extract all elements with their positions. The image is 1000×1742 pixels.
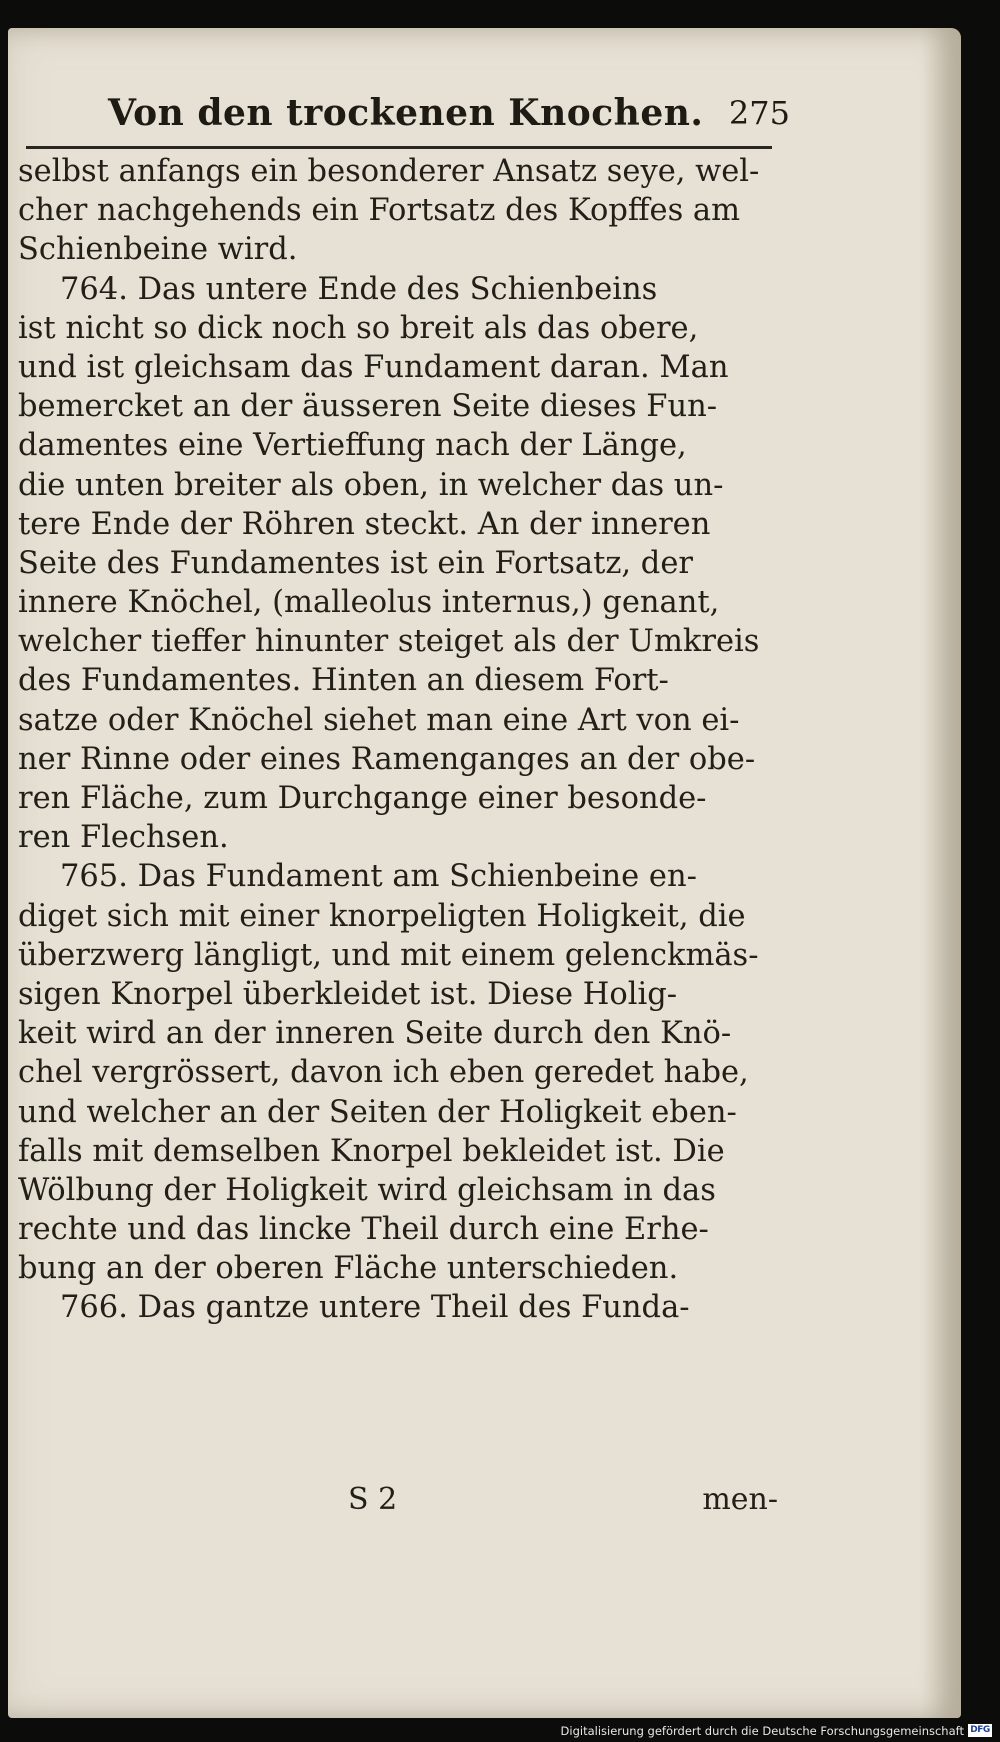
text-line: die unten breiter als oben, in welcher das un-	[18, 467, 724, 503]
text-line: ren Fläche, zum Durchgange einer besonde-	[18, 781, 707, 816]
running-head-title: Von den trockenen Knochen.	[108, 92, 704, 134]
text-line: rechte und das lincke Theil durch eine Erhe-	[18, 1212, 709, 1248]
page-footer	[18, 1482, 778, 1522]
text-line: ist nicht so dick noch so breit als das obere,	[18, 310, 699, 346]
catchword: men-	[702, 1482, 778, 1517]
text-line: bung an der oberen Fläche unterschieden.	[18, 1251, 679, 1287]
text-line: falls mit demselben Knorpel bekleidet ist. Die	[18, 1133, 725, 1169]
funding-credit: Digitalisierung gefördert durch die Deutsche Forschungsgemeinschaft	[560, 1724, 964, 1738]
text-line: überzwerg längligt, und mit einem gelenckmäs-	[18, 937, 759, 973]
running-head	[100, 86, 790, 146]
text-line: und welcher an der Seiten der Holigkeit eben-	[18, 1094, 737, 1130]
text-line: und ist gleichsam das Fundament daran. Man	[18, 349, 729, 385]
text-line: selbst anfangs ein besonderer Ansatz seye, wel-	[18, 154, 760, 189]
paragraph-765-start: 765. Das Fundament am Schienbeine en-	[60, 859, 697, 895]
paragraph-764-start: 764. Das untere Ende des Schienbeins	[60, 271, 658, 307]
page-edge-shadow	[921, 28, 961, 1718]
text-line: innere Knöchel, (malleolus internus,) genant,	[18, 585, 720, 621]
text-line: chel vergrössert, davon ich eben geredet habe,	[18, 1055, 749, 1091]
text-line: keit wird an der inneren Seite durch den Knö-	[18, 1016, 732, 1052]
text-line: welcher tieffer hinunter steiget als der Umkreis	[18, 624, 760, 660]
text-line: sigen Knorpel überkleidet ist. Diese Holig-	[18, 976, 678, 1012]
dfg-logo-icon: DFG	[968, 1724, 992, 1737]
text-line: tere Ende der Röhren steckt. An der inneren	[18, 506, 711, 542]
text-line: diget sich mit einer knorpeligten Holigkeit, die	[18, 898, 746, 934]
text-line: bemercket an der äusseren Seite dieses Fun-	[18, 389, 718, 425]
paragraph-766-start: 766. Das gantze untere Theil des Funda-	[60, 1290, 690, 1326]
text-line: satze oder Knöchel siehet man eine Art von ei-	[18, 702, 740, 738]
text-line: cher nachgehends ein Fortsatz des Kopffes am	[18, 193, 741, 229]
text-line: damentes eine Vertieffung nach der Länge,	[18, 428, 687, 464]
text-line: ner Rinne oder eines Ramenganges an der obe-	[18, 741, 756, 777]
text-line: Seite des Fundamentes ist ein Fortsatz, der	[18, 545, 693, 581]
body-text	[18, 152, 778, 1328]
text-line: Wölbung der Holigkeit wird gleichsam in das	[18, 1172, 716, 1208]
page-number: 275	[728, 94, 790, 132]
text-line: Schienbeine wird.	[18, 232, 298, 268]
header-rule	[26, 146, 772, 149]
text-line: ren Flechsen.	[18, 820, 229, 856]
text-line: des Fundamentes. Hinten an diesem Fort-	[18, 663, 669, 699]
signature-mark: S 2	[348, 1482, 398, 1517]
credit-bar	[0, 1720, 1000, 1742]
